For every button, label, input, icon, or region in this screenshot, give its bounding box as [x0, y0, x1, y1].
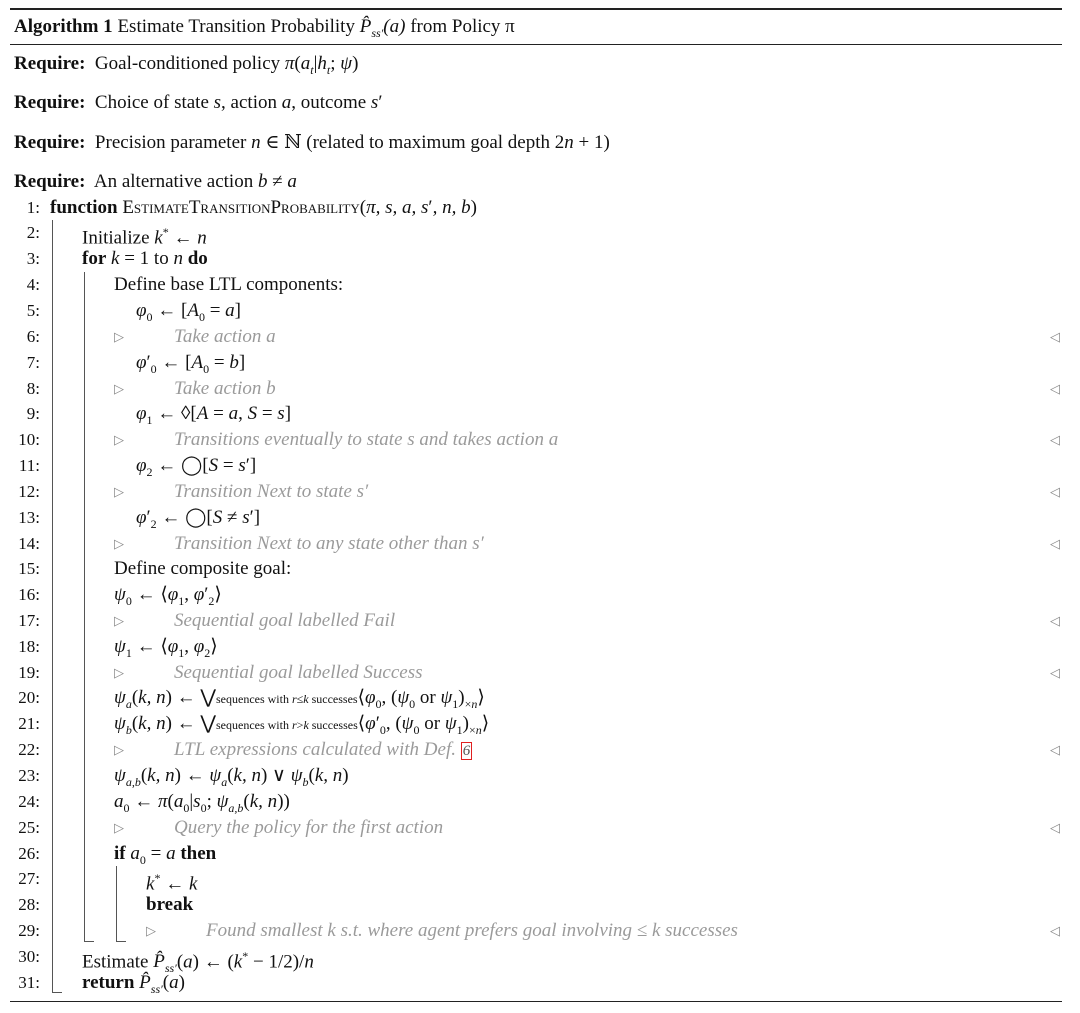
caption-rule — [10, 44, 1062, 45]
comment-text: Take action a — [174, 326, 276, 347]
comment-marker-left: ▷ — [114, 329, 124, 344]
algo-line — [0, 505, 1070, 530]
line-number: 23: — [18, 766, 40, 785]
line-content — [146, 892, 193, 917]
comment-marker-left: ▷ — [114, 742, 124, 757]
require-text: Precision parameter n ∈ ℕ (related to maximum goal depth 2n + 1) — [94, 132, 610, 153]
line-number: 16: — [18, 585, 40, 604]
line-number: 7: — [26, 353, 40, 372]
algo-line — [0, 401, 1070, 426]
line-number: 21: — [18, 714, 40, 733]
algo-line — [0, 479, 1070, 504]
return-keyword: return — [82, 972, 135, 993]
line-number: 5: — [26, 301, 40, 320]
algo-line — [0, 582, 1070, 607]
algo-line — [0, 453, 1070, 478]
break-keyword: break — [146, 894, 194, 915]
comment-text — [174, 737, 472, 764]
definition-reference-link[interactable]: 6 — [462, 743, 471, 759]
algo-line — [0, 866, 1070, 895]
line-number: 8: — [26, 379, 40, 398]
comment-marker-right: ◁ — [1050, 820, 1060, 835]
line-content: $\varphi'_2$ ← ◯[S ≠ s′] — [136, 507, 261, 531]
algo-line — [0, 634, 1070, 659]
algo-line — [0, 737, 1070, 762]
require-line-2 — [14, 90, 382, 115]
function-name: EstimateTransitionProbability — [122, 197, 360, 218]
comment-marker-right: ◁ — [1050, 381, 1060, 396]
do-keyword: do — [187, 248, 208, 269]
comment-marker-right: ◁ — [1050, 613, 1060, 628]
require-keyword: Require: — [14, 92, 86, 113]
algo-line — [0, 685, 1070, 710]
line-content: Estimate $P̂_{ss'}(a)$ ← (k* − 1/2)/n — [82, 949, 314, 976]
line-number: 18: — [18, 637, 40, 656]
comment-marker-left: ▷ — [146, 923, 156, 938]
comment-marker-left: ▷ — [114, 432, 124, 447]
line-content: return $P̂_{ss'}(a)$ — [82, 972, 185, 996]
require-keyword: Require: — [14, 53, 86, 74]
comment-marker-right: ◁ — [1050, 923, 1060, 938]
line-content: $\psi_0$ ← $⟨\varphi_1$, $\varphi'_2⟩$ — [114, 584, 222, 608]
algorithm-caption — [14, 14, 515, 46]
comment-marker-left: ▷ — [114, 613, 124, 628]
comment-marker-right: ◁ — [1050, 536, 1060, 551]
comment-marker-left: ▷ — [114, 665, 124, 680]
algo-line — [0, 763, 1070, 788]
algo-line — [0, 195, 1070, 220]
algo-line — [0, 272, 1070, 297]
algo-line — [0, 531, 1070, 556]
comment-text: Query the policy for the first action — [174, 817, 444, 838]
line-number: 26: — [18, 844, 40, 863]
comment-marker-right: ◁ — [1050, 432, 1060, 447]
line-number: 14: — [18, 534, 40, 553]
comment-marker-left: ▷ — [114, 381, 124, 396]
line-number: 13: — [18, 508, 40, 527]
algo-line — [0, 608, 1070, 633]
algo-line — [0, 376, 1070, 401]
comment-marker-left: ▷ — [114, 820, 124, 835]
line-content: $\psi_1$ ← $⟨\varphi_1$, $\varphi_2⟩$ — [114, 636, 218, 660]
line-content: if $a_0 = a$ then — [114, 843, 217, 867]
line-content: $\psi_{a,b}(k$, n) ← $\psi_a(k$, n) ∨ $\psi_b(k$, n) — [114, 765, 349, 789]
line-number: 10: — [18, 430, 40, 449]
caption-math: $P̂_{ss'}(a)$ — [359, 16, 406, 40]
line-number: 27: — [18, 869, 40, 888]
algo-line — [0, 427, 1070, 452]
line-number: 20: — [18, 688, 40, 707]
comment-marker-left: ▷ — [114, 536, 124, 551]
comment-marker-right: ◁ — [1050, 484, 1060, 499]
caption-title: Estimate Transition Probability — [117, 16, 355, 37]
line-content: $\psi_b(k$, n) ← ⋁sequences with r>k $successes⟨\varphi'_0$, ($\psi_0$ or $\psi_1)_{\times n}⟩$ — [114, 713, 490, 737]
algo-line — [0, 918, 1070, 943]
line-content: k* ← k — [146, 871, 198, 895]
algo-line — [0, 892, 1070, 917]
require-keyword: Require: — [14, 171, 86, 192]
algo-line — [0, 660, 1070, 685]
line-content: $\varphi'_0$ ← $[A_0 = b]$ — [136, 352, 246, 376]
require-keyword: Require: — [14, 132, 86, 153]
line-content: for k = 1 to n do — [82, 248, 208, 269]
line-number: 19: — [18, 663, 40, 682]
algo-line — [0, 324, 1070, 349]
if-keyword: if — [114, 843, 126, 864]
algo-line — [0, 711, 1070, 736]
line-number: 12: — [18, 482, 40, 501]
line-content: $\varphi_2$ ← ◯[S = s′] — [136, 455, 257, 479]
comment-marker-left: ▷ — [114, 484, 124, 499]
line-number: 29: — [18, 921, 40, 940]
line-content: Define composite goal: — [114, 558, 292, 579]
function-keyword: function — [50, 197, 118, 218]
top-rule — [10, 8, 1062, 10]
line-number: 9: — [26, 404, 40, 423]
line-number: 6: — [26, 327, 40, 346]
algo-line — [0, 246, 1070, 271]
algo-line — [0, 841, 1070, 866]
require-line-1 — [14, 51, 358, 83]
then-keyword: then — [180, 843, 217, 864]
line-number: 31: — [18, 973, 40, 992]
algo-line — [0, 970, 1070, 995]
line-content: $a_0$ ← $\pi(a_0|s_0$; $\psi_{a,b}(k$, n)) — [114, 791, 290, 815]
line-content: Define base LTL components: — [114, 274, 344, 295]
require-text: An alternative action b ≠ a — [93, 171, 297, 192]
line-number: 30: — [18, 947, 40, 966]
algo-line — [0, 556, 1070, 581]
require-line-4 — [14, 169, 297, 194]
algo-line — [0, 789, 1070, 814]
require-text: Goal-conditioned policy $\pi(a_t|h_t$; ψ) — [94, 53, 359, 77]
caption-suffix: from Policy π — [410, 16, 515, 37]
line-number: 28: — [18, 895, 40, 914]
for-keyword: for — [82, 248, 107, 269]
comment-text: Transitions eventually to state s and takes action a — [174, 429, 559, 450]
comment-text: Transition Next to any state other than s′ — [174, 533, 484, 554]
algo-line — [0, 220, 1070, 249]
bottom-rule — [10, 1001, 1062, 1002]
require-text: Choice of state s, action a, outcome s′ — [94, 92, 383, 113]
line-number: 11: — [18, 456, 40, 475]
line-number: 1: — [26, 198, 40, 217]
line-content: $\varphi_1$ ← ◊[A = a, S = s] — [136, 403, 292, 427]
algo-line — [0, 944, 1070, 976]
line-number: 15: — [18, 559, 40, 578]
comment-text: Take action b — [174, 378, 276, 399]
comment-marker-right: ◁ — [1050, 329, 1060, 344]
line-number: 24: — [18, 792, 40, 811]
comment-text: Found smallest k s.t. where agent prefers goal involving ≤ k successes — [206, 920, 738, 941]
line-number: 2: — [26, 223, 40, 242]
caption-label: Algorithm 1 — [14, 16, 113, 37]
comment-text: Transition Next to state s′ — [174, 481, 369, 502]
line-number: 3: — [26, 249, 40, 268]
line-number: 22: — [18, 740, 40, 759]
comment-marker-right: ◁ — [1050, 742, 1060, 757]
algo-line — [0, 350, 1070, 375]
comment-marker-right: ◁ — [1050, 665, 1060, 680]
line-number: 17: — [18, 611, 40, 630]
line-content: function EstimateTransitionProbability(π, s, a, s′, n, b) — [50, 197, 477, 218]
require-line-3 — [14, 130, 610, 155]
line-number: 25: — [18, 818, 40, 837]
algo-line — [0, 815, 1070, 840]
algo-line — [0, 298, 1070, 323]
line-number: 4: — [26, 275, 40, 294]
comment-body: LTL expressions calculated with Def. — [174, 739, 456, 760]
line-content: $\psi_a(k$, n) ← ⋁sequences with r≤k $successes⟨\varphi_0$, ($\psi_0$ or $\psi_1)_{\times n}⟩$ — [114, 687, 485, 711]
line-content: $\varphi_0$ ← $[A_0 = a]$ — [136, 300, 241, 324]
comment-text: Sequential goal labelled Success — [174, 662, 423, 683]
line-content: Initialize k* ← n — [82, 225, 207, 249]
comment-text: Sequential goal labelled Fail — [174, 610, 396, 631]
